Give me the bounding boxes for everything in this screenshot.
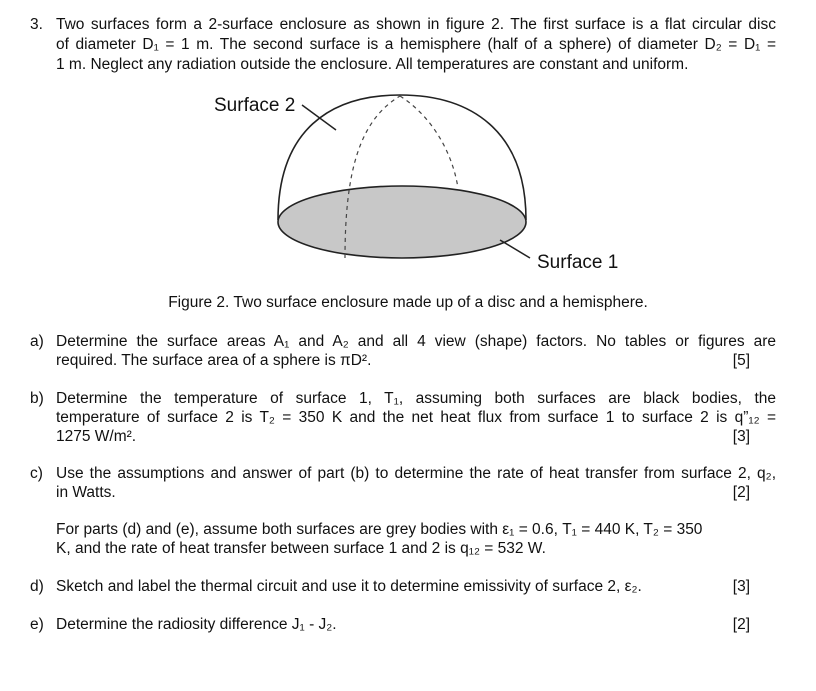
- part-b-line-2: temperature of surface 2 is T₂ = 350 K and the net heat flux from surface 1 to surface 2 is q”₁₂ =: [56, 409, 776, 426]
- enclosure-figure: [0, 0, 816, 290]
- surface2-label: Surface 2: [214, 95, 296, 116]
- part-c-marks: [2]: [732, 484, 750, 501]
- part-c-line-2: in Watts.: [56, 484, 116, 501]
- surface1-leader: [500, 240, 530, 258]
- surface2-leader: [302, 105, 336, 130]
- part-b-label: b): [30, 390, 44, 407]
- part-a-label: a): [30, 333, 44, 350]
- note-line-1: For parts (d) and (e), assume both surfaces are grey bodies with ε₁ = 0.6, T₁ = 440 K, T₂ = 350: [56, 521, 703, 538]
- intro-line-1: Two surfaces form a 2-surface enclosure as shown in figure 2. The first surface is a flat circular disc: [56, 16, 776, 33]
- part-d-label: d): [30, 578, 44, 595]
- part-d-line-1: Sketch and label the thermal circuit and use it to determine emissivity of surface 2, ε₂.: [56, 578, 642, 595]
- disc-surface: [278, 186, 526, 258]
- part-c-label: c): [30, 465, 43, 482]
- part-e-line-1: Determine the radiosity difference J₁ - J₂.: [56, 616, 337, 633]
- part-e-label: e): [30, 616, 44, 633]
- intro-line-2: of diameter D₁ = 1 m. The second surface is a hemisphere (half of a sphere) of diameter D₂ = D₁ =: [56, 36, 776, 53]
- part-a-line-1: Determine the surface areas A₁ and A₂ and all 4 view (shape) factors. No tables or figures are: [56, 333, 776, 350]
- part-b-line-3: 1275 W/m².: [56, 428, 137, 445]
- part-c-line-1: Use the assumptions and answer of part (b) to determine the rate of heat transfer from surface 2, q₂,: [56, 465, 776, 482]
- part-d-marks: [3]: [732, 578, 750, 595]
- part-e-marks: [2]: [732, 616, 750, 633]
- figure-caption: Figure 2. Two surface enclosure made up of a disc and a hemisphere.: [168, 294, 648, 311]
- intro-line-3: 1 m. Neglect any radiation outside the enclosure. All temperatures are constant and uniform.: [56, 56, 689, 73]
- part-b-line-1: Determine the temperature of surface 1, T₁, assuming both surfaces are black bodies, the: [56, 390, 776, 407]
- part-a-marks: [5]: [732, 352, 750, 369]
- question-number: 3.: [30, 16, 43, 33]
- part-b-marks: [3]: [732, 428, 750, 445]
- part-a-line-2: required. The surface area of a sphere is πD².: [56, 352, 372, 369]
- dashed-meridian-back: [400, 96, 458, 188]
- surface1-label: Surface 1: [537, 252, 619, 273]
- note-line-2: K, and the rate of heat transfer between surface 1 and 2 is q₁₂ = 532 W.: [56, 540, 546, 557]
